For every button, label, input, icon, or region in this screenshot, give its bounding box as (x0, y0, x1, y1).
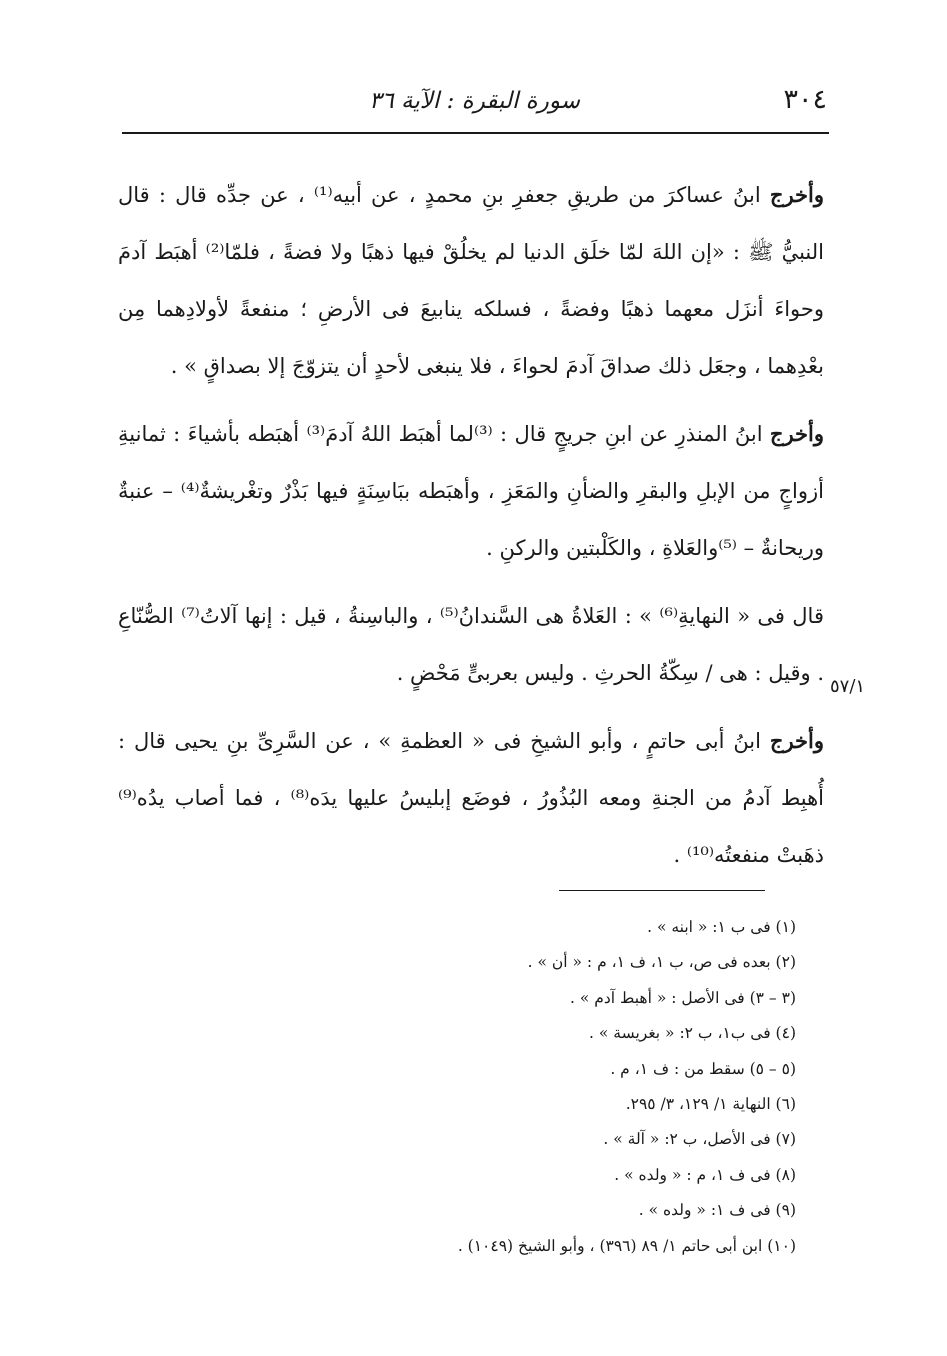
footnote: (٦) النهاية ١/ ١٢٩، ٣/ ٢٩٥. (625, 1095, 796, 1114)
paragraph-lead: وأخرج (769, 421, 824, 446)
paragraph-lead: وأخرج (769, 182, 825, 207)
footnote: (٨) فى ف ١، م : « ولده » . (614, 1165, 796, 1184)
footnote: (٧) فى الأصل، ب ٢: « آلة » . (603, 1130, 796, 1149)
footnote: (٩) فى ف ١: « ولده » . (638, 1201, 796, 1220)
paragraph-nihaya-gloss (118, 587, 824, 702)
running-title: سورة البقرة : الآية ٣٦ (369, 88, 580, 114)
footnote: (٥ – ٥) سقط من : ف ١، م . (610, 1059, 796, 1078)
footnote: (٢) بعده فى ص، ب ١، ف ١، م : « أن » . (527, 953, 796, 972)
paragraph-body: ابنُ عساكرَ من طريقِ جعفرِ بنِ محمدٍ ، عن أبيه⁽¹⁾ ، عن جدِّه قال : قال النبيُّ ﷺ : «إن اللهَ لمّا خلَق الدنيا لم يخلُقْ فيها ذهبًا ولا فضةً ، فلمّا⁽²⁾ أهبَط آدمَ وحواءَ أنزَل معهما ذهبًا وفضةً ، فسلكه ينابيعَ فى الأرضِ ؛ منفعةً لأولادِهما مِن بعْدِهما ، وجعَل ذلك صداقَ آدمَ لحواءَ ، فلا ينبغى لأحدٍ أن يتزوّجَ إلا بصداقٍ » . (118, 183, 824, 378)
paragraph-ibn-asakir (118, 166, 824, 395)
header-rule (122, 132, 829, 134)
paragraph-ibn-abi-hatim (118, 712, 824, 884)
footnote: (٣ – ٣) فى الأصل : « أهبط آدم » . (570, 988, 796, 1007)
paragraph-ibn-almundhir (118, 405, 824, 577)
footnote-rule (559, 890, 765, 891)
footnote: (١) فى ب ١: « ابنه » . (647, 918, 796, 936)
running-head (122, 84, 827, 124)
footnote: (١٠) ابن أبى حاتم ١/ ٨٩ (٣٩٦) ، وأبو الشيخ (١٠٤٩) . (457, 1236, 796, 1255)
paragraph-body: قال فى « النهايةِ⁽⁶⁾ » : العَلاةُ هى السَّندانُ⁽⁵⁾ ، والباسِنةُ ، قيل : إنها آلاتُ⁽⁷⁾ الصُّنّاعِ . وقيل : هى / سِكّةُ الحرثِ . وليس بعربىٍّ مَحْضٍ . (118, 604, 824, 685)
paragraph-body: ابنُ المنذرِ عن ابنِ جريجٍ قال : ⁽³⁾لما أهبَط اللهُ آدمَ⁽³⁾ أهبَطه بأشياءَ : ثمانيةِ أزواجٍ من الإبلِ والبقرِ والضأنِ والمَعَزِ ، وأهبَطه ببَاسِنَةٍ فيها بَذْرٌ وتغْريشةٌ⁽⁴⁾ – عنبةٌ وريحانةٌ – ⁽⁵⁾والعَلاةِ ، والكَلْبتين والركنِ . (118, 422, 824, 560)
footnotes (300, 910, 796, 1264)
paragraph-lead: وأخرج (769, 728, 824, 753)
margin-reference: ٥٧/١ (830, 676, 866, 697)
footnote: (٤) فى ب١، ب ٢: « بغريسة » . (589, 1024, 796, 1043)
paragraph-body: ابنُ أبى حاتمٍ ، وأبو الشيخِ فى « العظمةِ » ، عن السَّرِىِّ بنِ يحيى قال : أُهبِط آدمُ من الجنةِ ومعه البُذُورُ ، فوضَع إبليسُ عليها يدَه⁽⁸⁾ ، فما أصاب يدُه⁽⁹⁾ ذهَبتْ منفعتُه⁽¹⁰⁾ . (118, 729, 825, 867)
main-text (118, 166, 824, 894)
page-number: ٣٠٤ (783, 84, 827, 115)
